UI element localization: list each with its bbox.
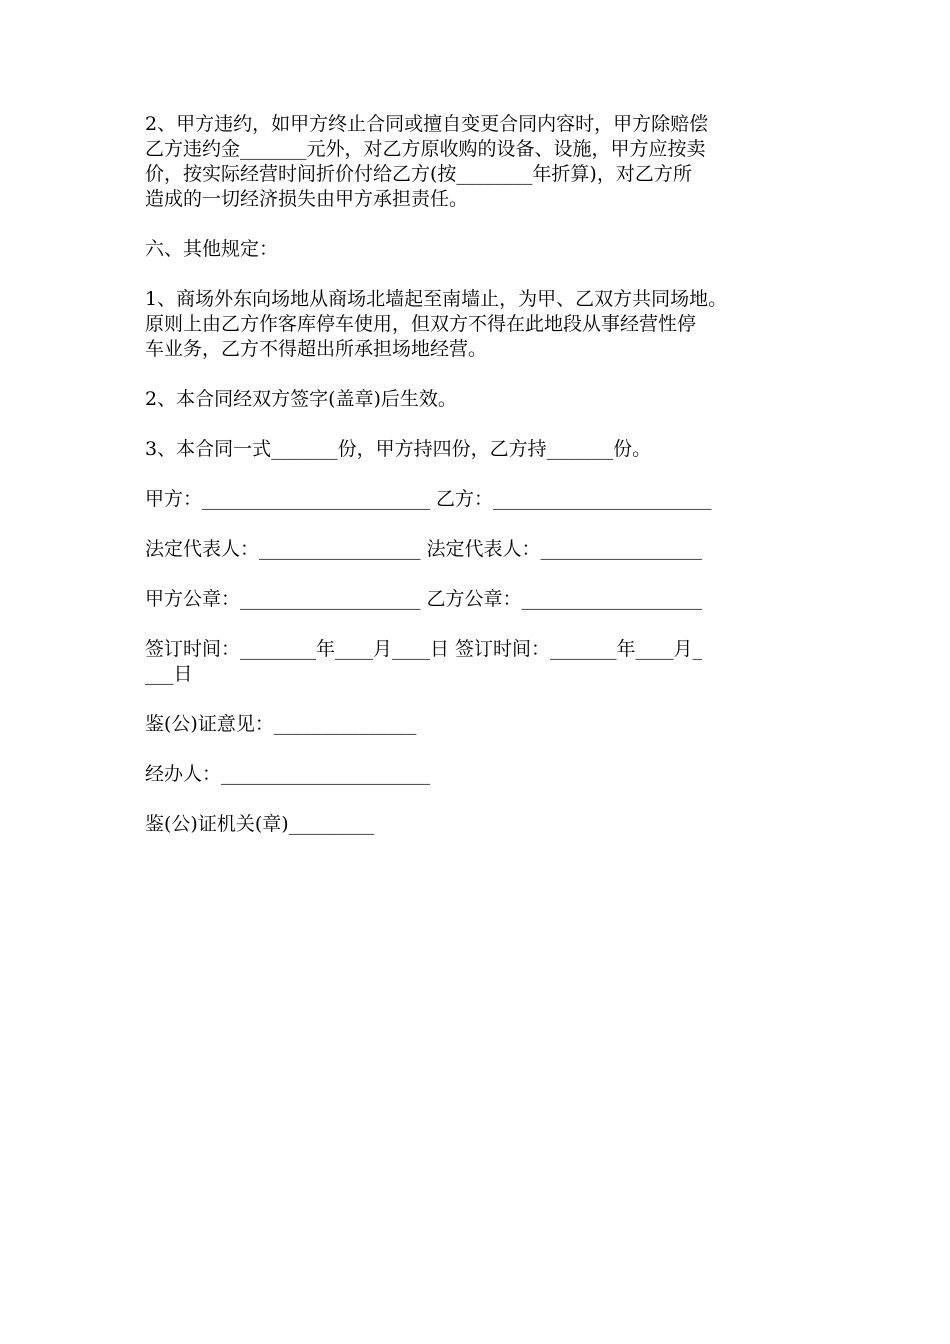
clause-breach-party-a <box>145 112 815 212</box>
clause-shared-site <box>145 287 815 362</box>
clause-copies <box>145 437 815 462</box>
notary-office <box>145 812 815 837</box>
signature-line: 甲方公章：___________________ 乙方公章：___________________ <box>145 588 703 610</box>
signature-line: ___日 <box>145 663 193 685</box>
signature-line: 鉴(公)证意见：_______________ <box>145 713 417 735</box>
text-line: 2、本合同经双方签字(盖章)后生效。 <box>145 388 457 410</box>
text-line: 2、甲方违约，如甲方终止合同或擅自变更合同内容时，甲方除赔偿 <box>145 113 709 135</box>
signature-seals <box>145 587 815 612</box>
signature-line: 签订时间：________年____月____日 签订时间：_______年____月_ <box>145 638 703 660</box>
signature-line: 法定代表人：_________________ 法定代表人：_________________ <box>145 538 703 560</box>
text-line: 乙方违约金_______元外，对乙方原收购的设备、设施，甲方应按卖 <box>145 138 706 160</box>
contract-page <box>145 112 815 862</box>
text-line: 车业务，乙方不得超出所承担场地经营。 <box>145 338 488 360</box>
signature-line: 鉴(公)证机关(章)_________ <box>145 813 375 835</box>
signature-line: 经办人：______________________ <box>145 763 431 785</box>
text-line: 1、商场外东向场地从商场北墙起至南墙止，为甲、乙双方共同场地。 <box>145 288 728 310</box>
notary-opinion <box>145 712 815 737</box>
text-line: 原则上由乙方作客库停车使用，但双方不得在此地段从事经营性停 <box>145 313 697 335</box>
section-heading-other-provisions <box>145 237 815 262</box>
text-line: 3、本合同一式_______份，甲方持四份，乙方持_______份。 <box>145 438 652 460</box>
text-line: 造成的一切经济损失由甲方承担责任。 <box>145 188 469 210</box>
clause-effective <box>145 387 815 412</box>
signature-line: 甲方：________________________ 乙方：_______________________ <box>145 488 712 510</box>
section-heading: 六、其他规定： <box>145 238 279 260</box>
signature-legal-representatives <box>145 537 815 562</box>
handler <box>145 762 815 787</box>
text-line: 价，按实际经营时间折价付给乙方(按________年折算)，对乙方所 <box>145 163 692 185</box>
signature-dates <box>145 637 815 687</box>
signature-party-names <box>145 487 815 512</box>
